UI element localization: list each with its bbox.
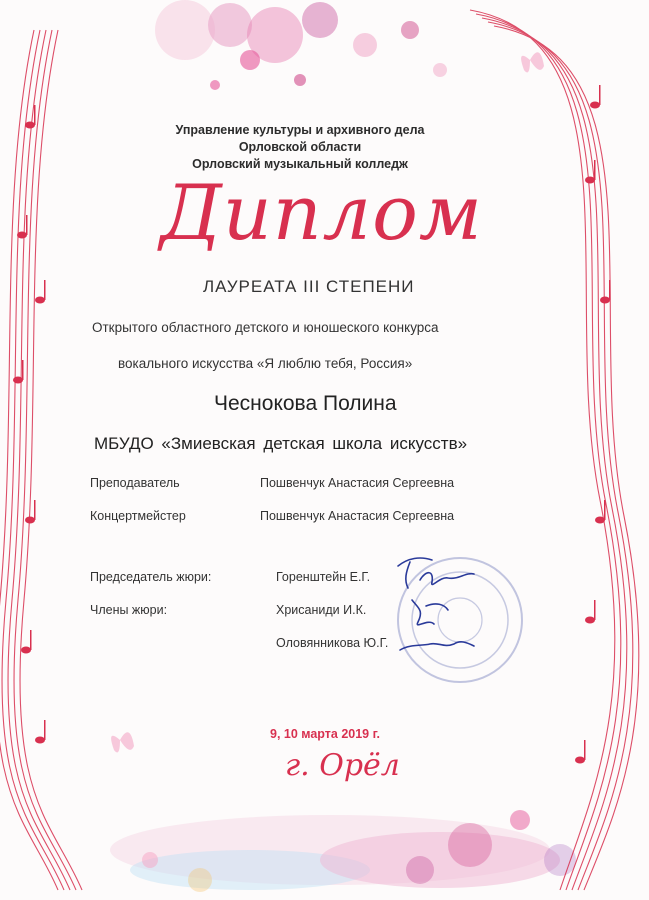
jury-members-label: Члены жюри: xyxy=(90,603,168,617)
header-line-3: Орловский музыкальный колледж xyxy=(192,157,408,171)
header-line-1: Управление культуры и архивного дела xyxy=(175,123,425,137)
header-line-2: Орловской области xyxy=(238,140,362,154)
contest-line-1: Открытого областного детского и юношеского конкурса xyxy=(92,320,439,335)
jury-member-2: Оловянникова Ю.Г. xyxy=(276,636,389,650)
school-name: МБУДО «Змиевская детская школа искусств» xyxy=(94,434,468,453)
official-stamp xyxy=(388,548,528,688)
accompanist-label: Концертмейстер xyxy=(90,509,186,523)
contest-line-2: вокального искусства «Я люблю тебя, Россия» xyxy=(118,356,413,371)
award-date: 9, 10 марта 2019 г. xyxy=(270,727,381,741)
bottom-splash xyxy=(110,810,576,892)
teacher-name: Пошвенчук Анастасия Сергеевна xyxy=(260,476,455,490)
award-city: г. Орёл xyxy=(285,748,400,783)
jury-chair-name: Горенштейн Е.Г. xyxy=(276,570,371,584)
jury-member-1: Хрисаниди И.К. xyxy=(276,603,367,617)
top-splash xyxy=(155,0,447,90)
diploma-subtitle: ЛАУРЕАТА III СТЕПЕНИ xyxy=(203,277,415,296)
winner-name: Чеснокова Полина xyxy=(214,392,397,415)
accompanist-name: Пошвенчук Анастасия Сергеевна xyxy=(260,509,455,523)
jury-chair-label: Председатель жюри: xyxy=(90,570,212,584)
diploma-title: Диплом xyxy=(160,168,483,257)
teacher-label: Преподаватель xyxy=(90,476,180,490)
